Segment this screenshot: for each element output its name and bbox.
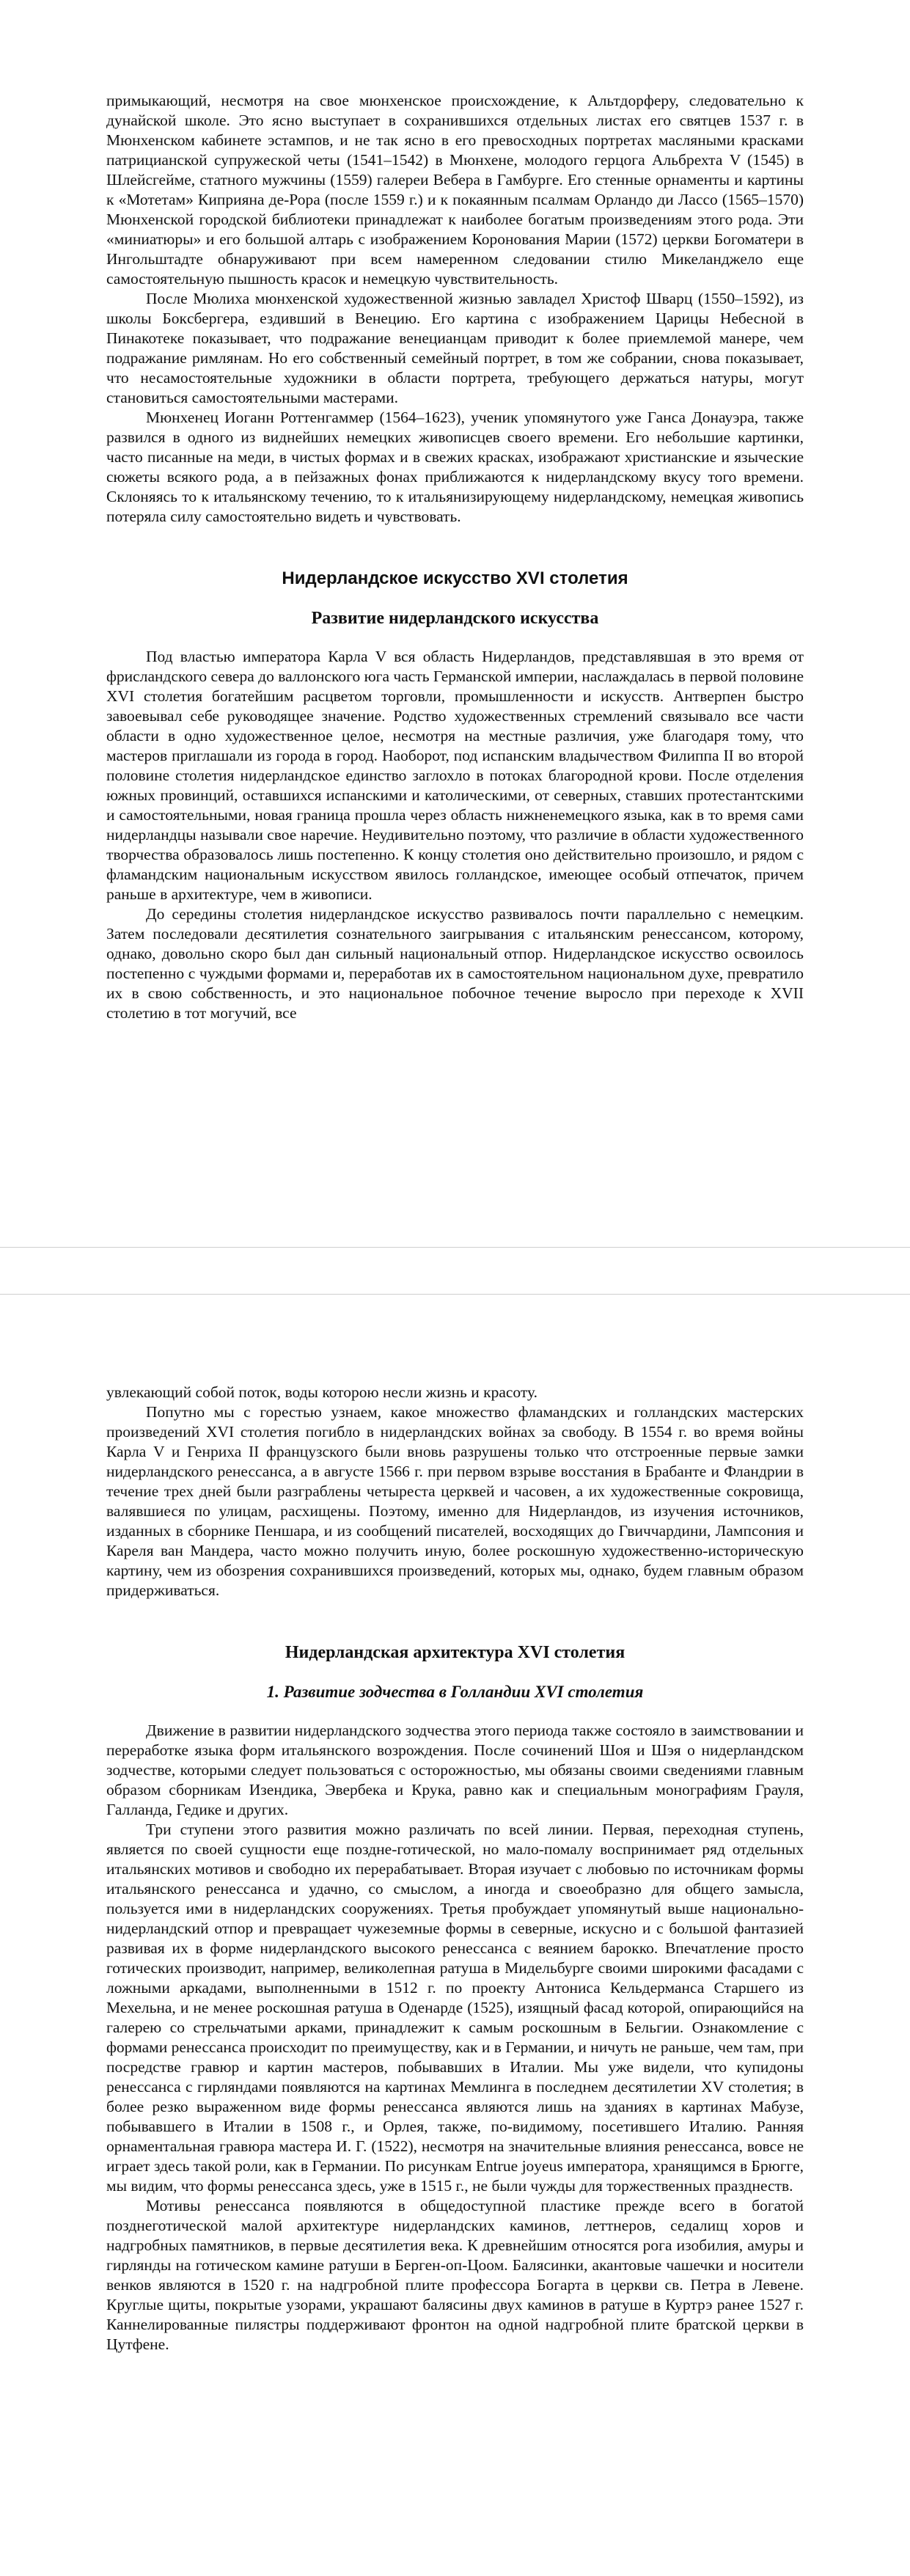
paragraph: увлекающий собой поток, воды которою несли жизнь и красоту. [106,1383,537,1401]
section-title: Нидерландская архитектура XVI столетия [285,1643,625,1662]
paragraph: Под властью императора Карла V вся область Нидерландов, представлявшая в это время от фрисландского севера до валлонского юга часть Германской империи, наслаждалась в первой половине XVI столетия богатейшим расцветом торговли, промышленности и искусств. Антверпен быстро завоевывал себе руководящее значение. Родство художественных стремлений связывало все части области в одно художественное целое, несмотря на местные различия, уже благодаря тому, что мастеров приглашали из города в город. Наоборот, под испанским владычеством Филиппа II во второй половине столетия нидерландское единство заглохло в потоках благородной крови. После отделения южных провинций, оставшихся испанскими и католическими, от северных, ставших протестантскими и самостоятельными, новая граница прошла через область нижненемецкого языка, как в то время сами нидерландцы называли свое наречие. Неудивительно поэтому, что различие в области художественного творчества образовалось лишь постепенно. К концу столетия оно действительно произошло, и рядом с фламандским национальным искусством явилось голландское, имеющее особый отпечаток, причем раньше в архитектуре, чем в живописи. [106,648,804,903]
document-page-1 [0,0,910,1247]
paragraph: примыкающий, несмотря на свое мюнхенское происхождение, к Альтдорферу, следовательно к дунайской школе. Это ясно выступает в сохранившихся отдельных листах его святцев 1537 г. в Мюнхенском кабинете эстампов, и не так ясно в его превосходных портретах масляными красками патрицианской супружеской четы (1541–1542) в Мюнхене, молодого герцога Альбрехта V (1545) в Шлейсгейме, статного мужчины (1559) галереи Вебера в Гамбурге. Его стенные орнаменты и картины к «Мотетам» Киприяна де-Рора (после 1559 г.) и к покаянным псалмам Орландо ди Лассо (1565–1570) Мюнхенской городской библиотеки принадлежат к наиболее богатым произведениям этого рода. Эти «миниатюры» и его большой алтарь с изображением Коронования Марии (1572) церкви Богоматери в Ингольштадте обнаруживают при всем намеренном следовании стилю Микеланджело еще самостоятельную пышность красок и немецкую чувствительность. [106,92,804,288]
document-page-2 [0,1295,910,2542]
paragraph: Мотивы ренессанса появляются в общедоступной пластике прежде всего в богатой позднеготической малой архитектуре нидерландских каминов, леттнеров, седалищ хоров и надгробных памятников, в первые десятилетия века. К древнейшим относятся рога изобилия, амуры и гирлянды на готическом камине ратуши в Берген-оп-Цоом. Балясинки, акантовые чашечки и носители венков являются в 1520 г. на надгробной плите профессора Богарта в церкви св. Петра в Левене. Круглые щиты, покрытые узорами, украшают балясины двух каминов в ратуше в Куртрэ ранее 1527 г. Каннелированные пилястры поддерживают фронтон на одной надгробной плите братской церкви в Цутфене. [106,2197,804,2353]
paragraph: До середины столетия нидерландское искусство развивалось почти параллельно с немецким. Затем последовали десятилетия сознательного заигрывания с итальянским ренессансом, которому, однако, довольно скоро был дан сильный национальный отпор. Нидерландское искусство освоилось постепенно с чуждыми формами и, переработав их в самостоятельном национальном духе, превратило их в свою собственность, и это национальное побочное течение выросло при переходе к XVII столетию в тот могучий, все [106,905,804,1022]
subsection-title: Развитие нидерландского искусства [311,609,599,628]
paragraph: После Мюлиха мюнхенской художественной жизнью завладел Христоф Шварц (1550–1592), из школы Бокcбергера, ездивший в Венецию. Его картина с изображением Царицы Небесной в Пинакотеке показывает, что подражание венецианцам приводит к более приемлемой манере, чем подражание римлянам. Но его собственный семейный портрет, в том же собрании, снова показывает, что несамостоятельные художники в области портрета, требующего держаться натуры, могут становиться самостоятельными мастерами. [106,290,804,406]
paragraph: Три ступени этого развития можно различать по всей линии. Первая, переходная ступень, является по своей сущности еще поздне-готической, но мало-помалу воспринимает ряд отдельных итальянских мотивов и свободно их перерабатывает. Вторая изучает с любовью по источникам формы итальянского ренессанса и удачно, со смыслом, а иногда и своеобразно для общего замысла, пользуется ими в нидерландских сооружениях. Третья пробуждает упомянутый выше национально-нидерландский отпор и превращает чужеземные формы в северные, искусно и с большой фантазией развивая их в форме нидерландского высокого ренессанса с веянием барокко. Впечатление просто готических производит, например, великолепная ратуша в Мидельбурге своими широкими фасадами с ложными аркадами, выполненными в 1512 г. по проекту Антониса Кельдерманса Старшего из Мехельна, и не менее роскошная ратуша в Оденарде (1525), изящный фасад которой, опирающийся на галерею со стрельчатыми арками, принадлежит к самым роскошным в Бельгии. Ознакомление с формами ренессанса происходит по преимуществу, как и в Германии, и ничуть не раньше, чем там, при посредстве гравюр и картин мастеров, побывавших в Италии. Мы уже видели, что купидоны ренессанса с гирляндами появляются на картинах Мемлинга в последнем десятилетии XV столетия; в более резко выраженном виде формы ренессанса являются лишь на зданиях в картинах Мабузе, побывавшего в Италии в 1508 г., и Орлея, также, по-видимому, посетившего Италию. Ранняя орнаментальная гравюра мастера И. Г. (1522), несмотря на значительные влияния ренессанса, вовсе не играет здесь такой роли, как в Германии. По рисункам Entrue joyeus императора, хранящимся в Брюгге, мы видим, что формы ренессанса здесь, уже в 1515 г., не были чужды для торжественных празднеств. [106,1821,804,2195]
section-title: Нидерландское искусство XVI столетия [282,568,628,588]
paragraph: Движение в развитии нидерландского зодчества этого периода также состояло в заимствовании и переработке языка форм итальянского возрождения. После сочинений Шоя и Шэя о нидерландском зодчестве, которыми следует пользоваться с осторожностью, мы обязаны своими сведениями главным образом сборникам Изендика, Эвербека и Крука, равно как и специальным монографиям Грауля, Галланда, Гедике и других. [106,1721,804,1818]
paragraph: Мюнхенец Иоганн Роттенгаммер (1564–1623), ученик упомянутого уже Ганса Донауэра, также развился в одного из виднейших немецких живописцев своего времени. Его небольшие картинки, часто писанные на меди, в чистых формах и в свежих красках, изображают христианские и языческие сюжеты всякого рода, а в пейзажных фонах приближаются к нидерландскому вкусу того времени. Склоняясь то к итальянскому течению, то к итальянизирующему нидерландскому, немецкая живопись потеряла силу самостоятельно видеть и чувствовать. [106,409,804,525]
paragraph: Попутно мы с горестью узнаем, какое множество фламандских и голландских мастерских произведений XVI столетия погибло в нидерландских войнах за свободу. В 1554 г. во время войны Карла V и Генриха II французского были вновь разрушены только что отстроенные первые замки нидерландского ренессанса, а в августе 1566 г. при первом взрыве восстания в Брабанте и Фландрии в течение трех дней были разграблены четыреста церквей и часовен, а их художественные сокровища, валявшиеся по улицам, расхищены. Поэтому, именно для Нидерландов, из изучения источников, изданных в сборнике Пеншара, и из сообщений писателей, восходящих до Гвиччардини, Лампсония и Кареля ван Мандера, часто можно получить иную, более роскошную художественно-историческую картину, чем из обозрения сохранившихся произведений, которых мы, однако, будем главным образом придерживаться. [106,1403,804,1599]
subsection-title: 1. Развитие зодчества в Голландии XVI столетия [266,1683,644,1701]
page-separator [0,1247,910,1295]
